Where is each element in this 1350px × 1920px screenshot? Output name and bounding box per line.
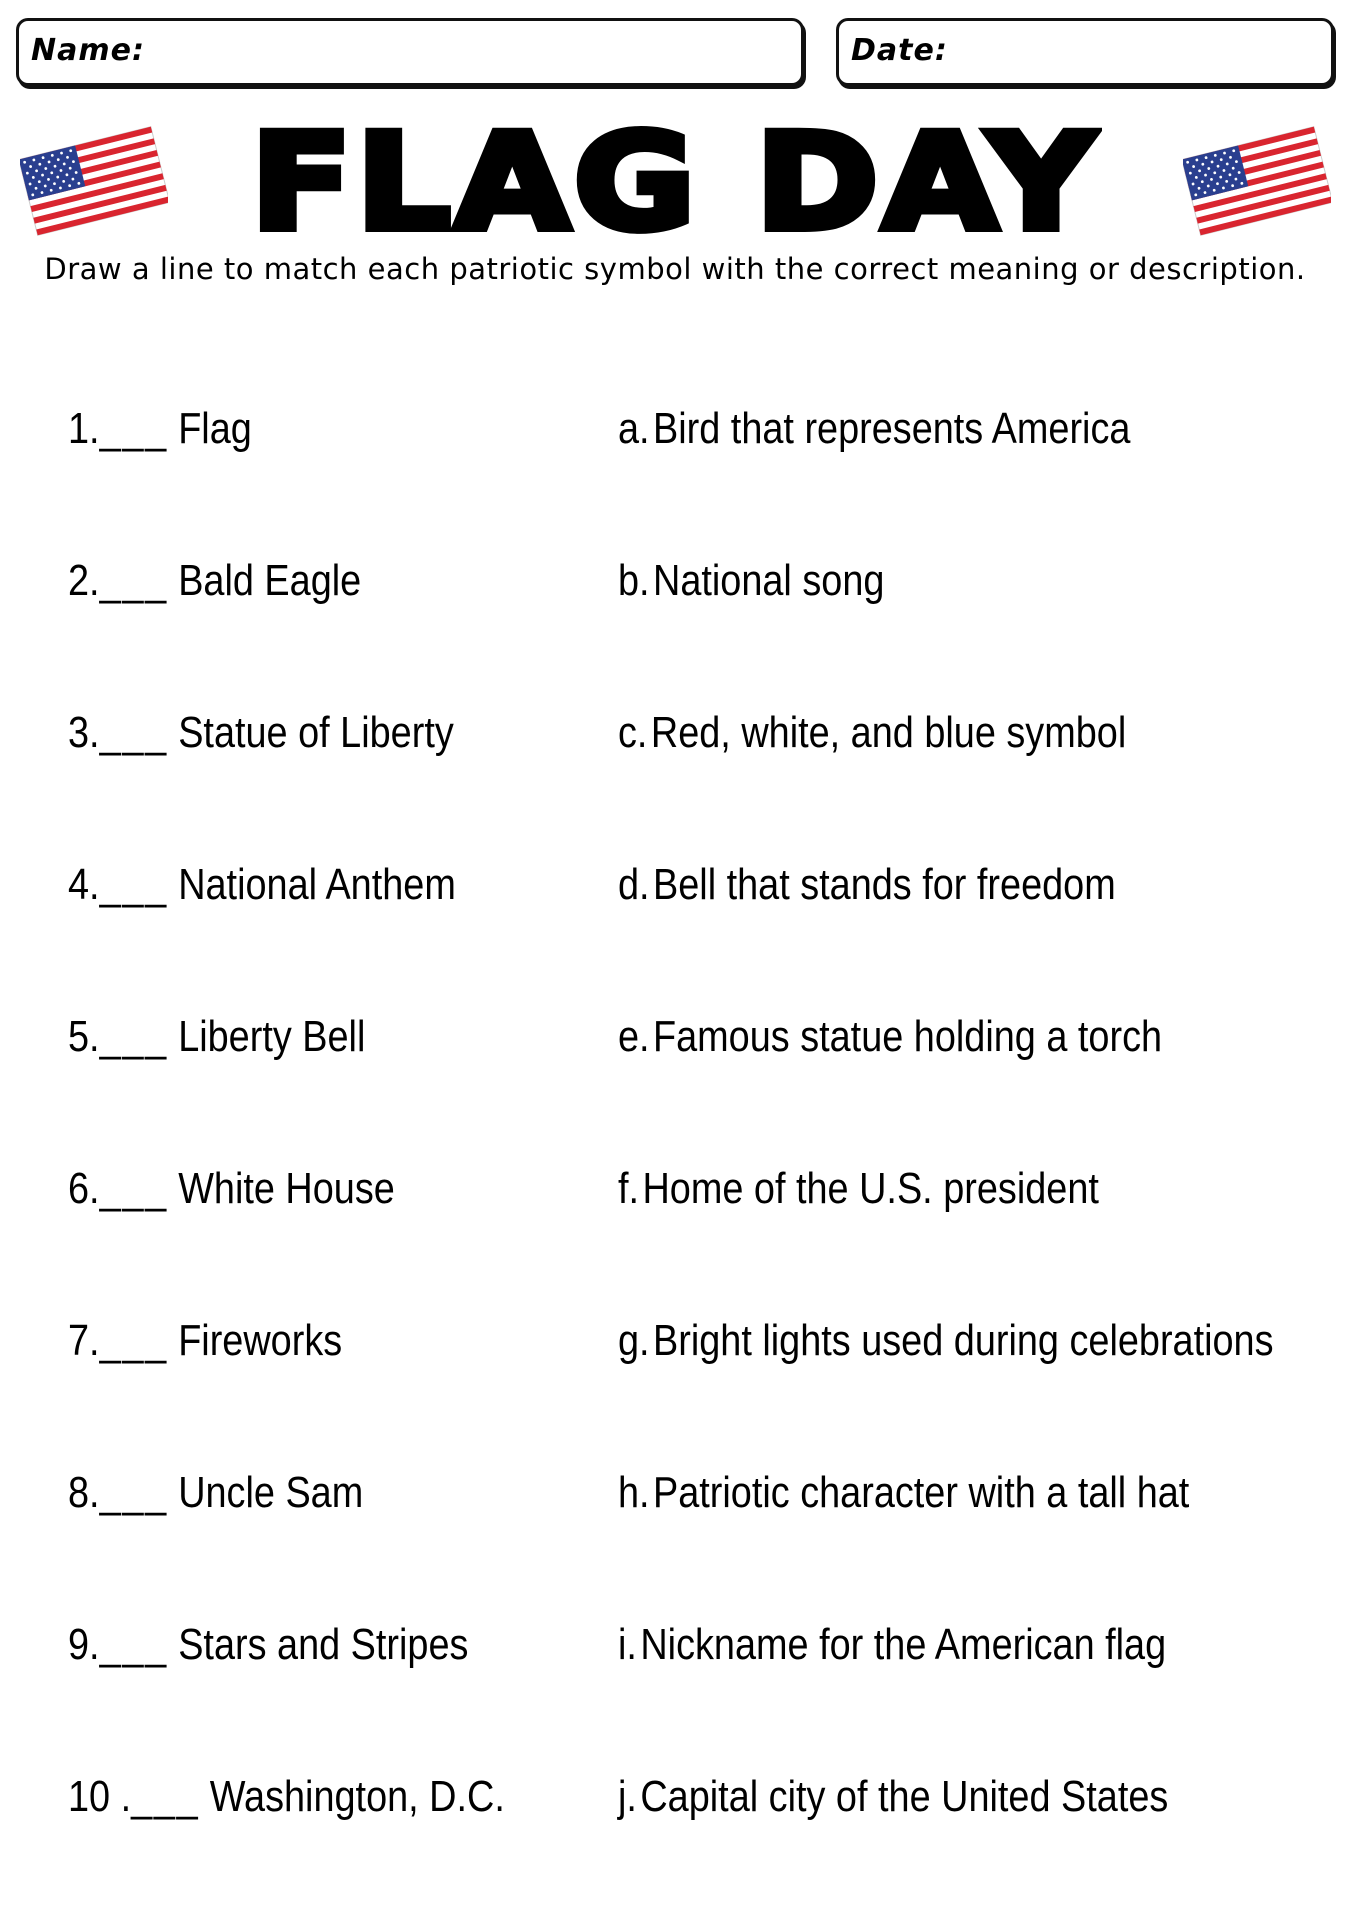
answer-blank[interactable]: ___ <box>99 404 168 453</box>
description-letter: h. <box>618 1468 650 1517</box>
item-number: 9. <box>68 1620 100 1669</box>
match-row <box>0 1000 1350 1152</box>
symbol-term: Flag <box>178 404 252 453</box>
description-item <box>618 708 1126 758</box>
item-number: 3. <box>68 708 100 757</box>
match-row <box>0 544 1350 696</box>
description-letter: c. <box>618 708 648 757</box>
symbol-item <box>68 1164 395 1214</box>
match-row <box>0 1456 1350 1608</box>
name-field[interactable] <box>16 18 804 86</box>
description-item <box>618 1012 1162 1062</box>
symbol-item <box>68 708 454 758</box>
answer-blank[interactable]: ___ <box>99 1012 168 1061</box>
symbol-item <box>68 1620 468 1670</box>
symbol-term: Uncle Sam <box>178 1468 364 1517</box>
description-item <box>618 1468 1189 1518</box>
description-text: Nickname for the American flag <box>640 1620 1167 1669</box>
symbol-term: Statue of Liberty <box>178 708 454 757</box>
match-row <box>0 696 1350 848</box>
description-text: Bird that represents America <box>653 404 1131 453</box>
answer-blank[interactable]: ___ <box>131 1772 200 1821</box>
symbol-term: Washington, D.C. <box>209 1772 505 1821</box>
symbol-term: National Anthem <box>178 860 456 909</box>
answer-blank[interactable]: ___ <box>99 556 168 605</box>
instructions: Draw a line to match each patriotic symbol with the correct meaning or description. <box>44 252 1306 286</box>
answer-blank[interactable]: ___ <box>99 860 168 909</box>
symbol-term: Liberty Bell <box>178 1012 366 1061</box>
match-row <box>0 1304 1350 1456</box>
symbol-item <box>68 860 456 910</box>
item-number: 6. <box>68 1164 100 1213</box>
description-text: National song <box>653 556 885 605</box>
description-text: Patriotic character with a tall hat <box>653 1468 1190 1517</box>
symbol-item <box>68 404 252 454</box>
item-number: 1. <box>68 404 100 453</box>
item-number: 4. <box>68 860 100 909</box>
matching-list <box>0 392 1350 1912</box>
symbol-item <box>68 1316 342 1366</box>
match-row <box>0 1152 1350 1304</box>
description-item <box>618 1316 1274 1366</box>
description-letter: e. <box>618 1012 650 1061</box>
date-field[interactable] <box>836 18 1334 86</box>
description-letter: a. <box>618 404 650 453</box>
description-item <box>618 1772 1168 1822</box>
item-number: 7. <box>68 1316 100 1365</box>
match-row <box>0 848 1350 1000</box>
description-item <box>618 404 1130 454</box>
answer-blank[interactable]: ___ <box>99 708 168 757</box>
description-item <box>618 1620 1166 1670</box>
answer-blank[interactable]: ___ <box>99 1468 168 1517</box>
description-text: Famous statue holding a torch <box>653 1012 1163 1061</box>
description-text: Capital city of the United States <box>640 1772 1169 1821</box>
answer-blank[interactable]: ___ <box>99 1164 168 1213</box>
description-letter: f. <box>618 1164 640 1213</box>
description-letter: g. <box>618 1316 650 1365</box>
item-number: 2. <box>68 556 100 605</box>
symbol-item <box>68 1468 363 1518</box>
symbol-term: White House <box>178 1164 395 1213</box>
symbol-item <box>68 1772 505 1822</box>
date-label: Date: <box>851 33 948 68</box>
description-text: Bell that stands for freedom <box>653 860 1116 909</box>
description-letter: d. <box>618 860 650 909</box>
description-text: Red, white, and blue symbol <box>650 708 1127 757</box>
description-text: Home of the U.S. president <box>642 1164 1099 1213</box>
name-label: Name: <box>31 33 145 68</box>
item-number: 8. <box>68 1468 100 1517</box>
description-letter: j. <box>618 1772 637 1821</box>
item-number: 5. <box>68 1012 100 1061</box>
match-row <box>0 392 1350 544</box>
description-item <box>618 1164 1099 1214</box>
answer-blank[interactable]: ___ <box>99 1620 168 1669</box>
symbol-item <box>68 556 361 606</box>
description-item <box>618 556 884 606</box>
answer-blank[interactable]: ___ <box>99 1316 168 1365</box>
symbol-term: Bald Eagle <box>178 556 362 605</box>
description-item <box>618 860 1116 910</box>
description-letter: b. <box>618 556 650 605</box>
symbol-item <box>68 1012 365 1062</box>
symbol-term: Stars and Stripes <box>178 1620 469 1669</box>
item-number: 10 . <box>68 1772 132 1821</box>
symbol-term: Fireworks <box>178 1316 343 1365</box>
description-text: Bright lights used during celebrations <box>653 1316 1274 1365</box>
match-row <box>0 1608 1350 1760</box>
page-title: FLAG DAY <box>250 106 1100 260</box>
match-row <box>0 1760 1350 1912</box>
american-flag-icon <box>1183 120 1331 240</box>
description-letter: i. <box>618 1620 637 1669</box>
